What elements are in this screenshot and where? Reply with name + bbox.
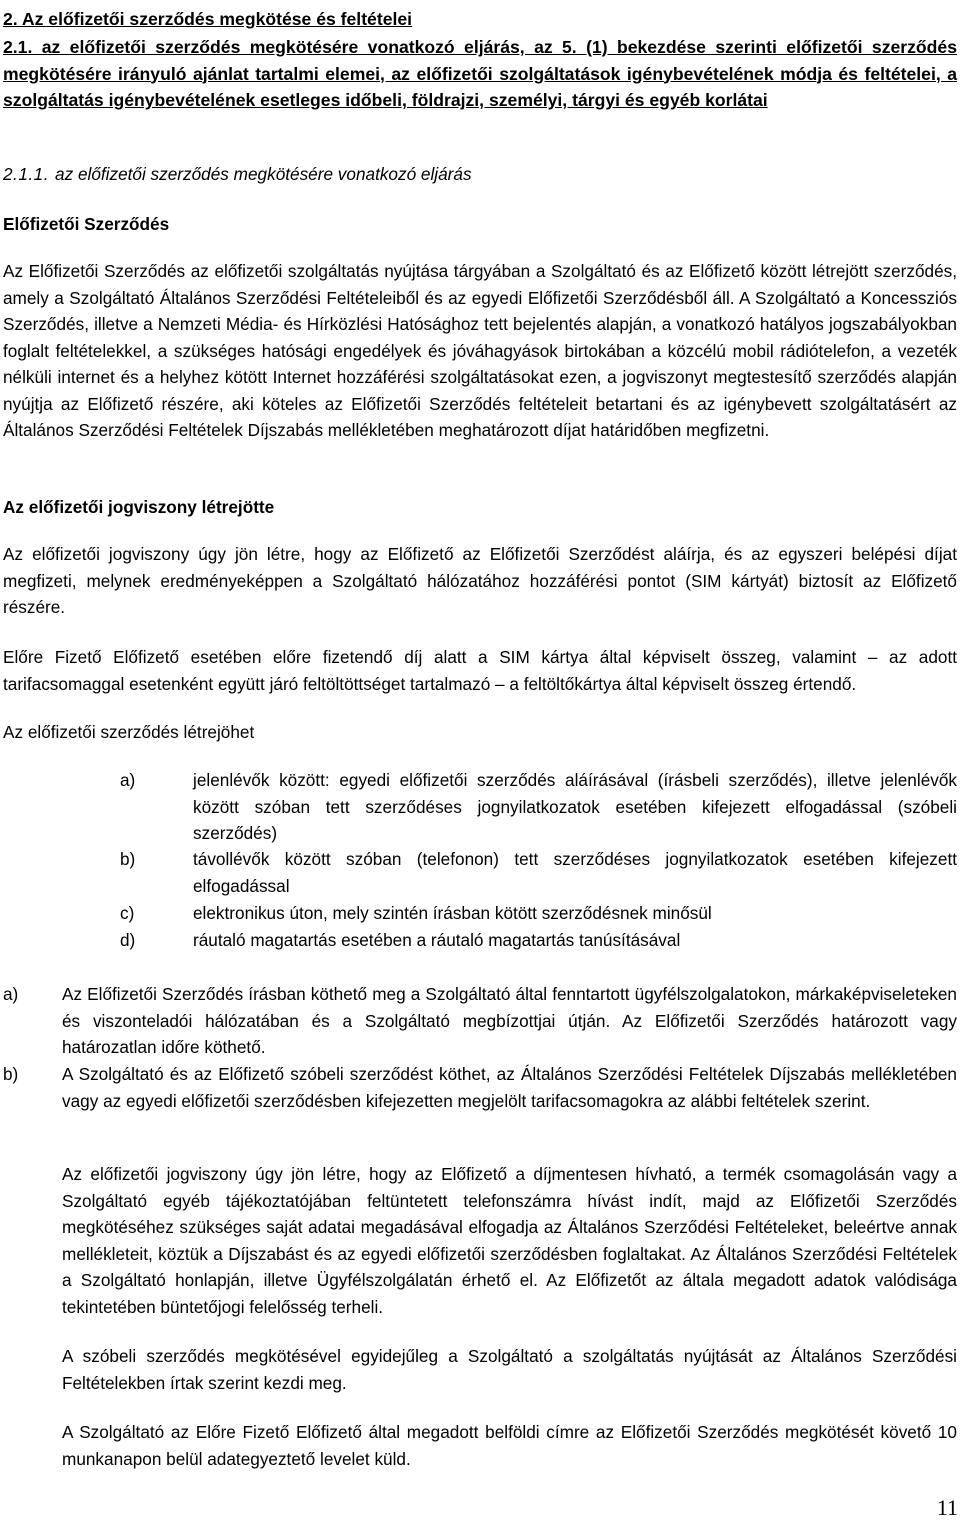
list-item-label: d)	[120, 930, 136, 950]
paragraph-prepaid: Előre Fizető Előfizető esetében előre fizetendő díj alatt a SIM kártya által képviselt összeg, valamint – az adott tarifacsomaggal esetenként együtt járó feltöltöttséget tartalmazó – a feltöltőkártya által képviselt összeg értendő.	[3, 647, 957, 694]
paragraph-free-call: Az előfizetői jogviszony úgy jön létre, hogy az Előfizető a díjmentesen hívható, a termék csomagolásán vagy a Szolgáltató egyéb tájékoztatójában feltüntetett telefonszámra hívást indít, majd az Előfizetői Szerződés megkötéséhez szükséges saját adatai megadásával elfogadja az Általános Szerződési Feltételeket, beleértve annak mellékleteit, köztük a Díjszabást és az egyedi előfizetői szerződésben foglaltakat. Az Általános Szerződési Feltételek a Szolgáltató honlapján, illetve Ügyfélszolgálatán érhető el. Az Előfizetőt az általa megadott adatok valódisága tekintetében büntetőjogi felelősség terheli.	[62, 1164, 957, 1317]
list-item-label: a)	[120, 770, 136, 790]
subsubsection-heading	[3, 161, 472, 187]
list-item-text: távollévők között szóban (telefonon) tett szerződéses jognyilatkozatok esetében kifejezett elfogadással	[193, 849, 957, 896]
list-item-label: b)	[3, 1064, 19, 1084]
list-item-text: ráutaló magatartás esetében a ráutaló magatartás tanúsításával	[193, 930, 681, 950]
subsubsection-number: 2.1.1.	[3, 164, 50, 184]
list-item-label: a)	[3, 984, 19, 1004]
subsubsection-title: az előfizetői szerződés megkötésére vonatkozó eljárás	[55, 164, 472, 184]
subhead-contract: Előfizetői Szerződés	[3, 214, 170, 234]
paragraph-relation: Az előfizetői jogviszony úgy jön létre, hogy az Előfizető az Előfizetői Szerződést aláírja, és az egyszeri belépési díjat megfizeti, melynek eredményeképpen a Szolgáltató hálózatához hozzáférési pontot (SIM kártyát) biztosít az Előfizető részére.	[3, 544, 957, 617]
list-item-text: elektronikus úton, mely szintén írásban kötött szerződésnek minősül	[193, 903, 712, 923]
paragraph-oral-conclusion: A szóbeli szerződés megkötésével egyidejűleg a Szolgáltató a szolgáltatás nyújtását az Általános Szerződési Feltételekben írtak szerint kezdi meg.	[62, 1346, 957, 1393]
list-item-label: c)	[120, 903, 135, 923]
paragraph-contract: Az Előfizetői Szerződés az előfizetői szolgáltatás nyújtása tárgyában a Szolgáltató és az Előfizető között létrejött szerződés, amely a Szolgáltató Általános Szerződési Feltételeiből és az egyedi Előfizetői Szerződésből áll. A Szolgáltató a Koncessziós Szerződés, illetve a Nemzeti Média- és Hírközlési Hatósághoz tett bejelentés alapján, a vonatkozó hatályos jogszabályokban foglalt feltételekkel, a szükséges hatósági engedélyek és jóváhagyások birtokában a közcélú mobil rádiótelefon, a vezeték nélküli internet és a helyhez kötött Internet hozzáférési szolgáltatásokat ezen, a jogviszonyt megtestesítő szerződés alapján nyújtja az Előfizető részére, aki köteles az Előfizetői Szerződés feltételeit betartani és az igénybevett szolgáltatásért az Általános Szerződési Feltételek Díjszabás mellékletében meghatározott díjat határidőben megfizetni.	[3, 261, 957, 440]
section-heading: 2. Az előfizetői szerződés megkötése és feltételei	[3, 9, 413, 29]
paragraph-letter: A Szolgáltató az Előre Fizető Előfizető által megadott belföldi címre az Előfizetői Szerződés megkötését követő 10 munkanapon belül adategyeztető levelet küld.	[62, 1422, 957, 1469]
list-item-text: A Szolgáltató és az Előfizető szóbeli szerződést köthet, az Általános Szerződési Feltételek Díjszabás mellékletében vagy az egyedi előfizetői szerződésben kifejezetten megjelölt tarifacsomagokra az alábbi feltételek szerint.	[62, 1064, 957, 1111]
list-item-label: b)	[120, 849, 136, 869]
list-item-text: Az Előfizetői Szerződés írásban köthető meg a Szolgáltató által fenntartott ügyfélszolgalatokon, márkaképviseleteken és viszonteladói hálózatában és a Szolgáltató megbízottjai útján. Az Előfizetői Szerződés határozott vagy határozatlan időre köthető.	[62, 984, 957, 1057]
list-item-text: jelenlévők között: egyedi előfizetői szerződés aláírásával (írásbeli szerződés), illetve jelenlévők között szóban tett szerződéses jognyilatkozatok esetében kifejezett elfogadással (szóbeli szerződés)	[193, 770, 957, 843]
paragraph-can-form: Az előfizetői szerződés létrejöhet	[3, 722, 255, 742]
subsection-heading: 2.1. az előfizetői szerződés megkötésére vonatkozó eljárás, az 5. (1) bekezdése szerinti előfizetői szerződés megkötésére irányuló ajánlat tartalmi elemei, az előfizetői szolgáltatások igénybevételének módja és feltételei, a szolgáltatás igénybevételének esetleges időbeli, földrajzi, személyi, tárgyi és egyéb korlátai	[3, 37, 957, 110]
subhead-relation: Az előfizetői jogviszony létrejötte	[3, 497, 275, 517]
page-number: 11	[936, 1495, 958, 1520]
